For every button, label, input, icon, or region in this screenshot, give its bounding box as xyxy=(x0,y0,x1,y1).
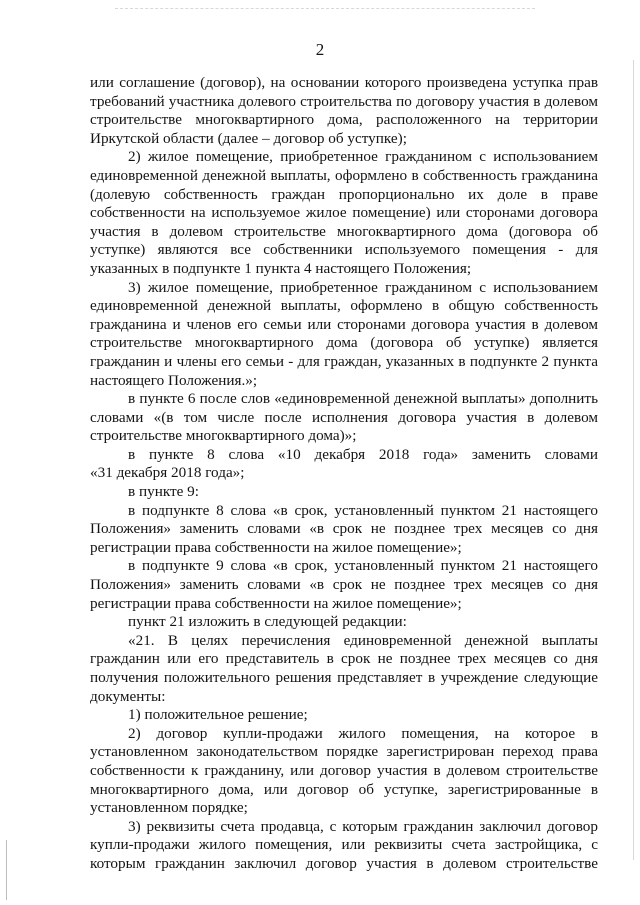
text-line: установленном порядке; xyxy=(90,799,248,817)
text-line: строительстве многоквартирного дома (договора об уступке) является xyxy=(90,334,598,352)
text-line: получения положительного решения представляет в учреждение следующие xyxy=(90,669,598,686)
text-line: строительстве многоквартирного дома, расположенного на территории xyxy=(90,111,598,129)
text-line: многоквартирного дома, или договор об уступке, зарегистрированные в xyxy=(90,780,598,798)
text-line: «31 декабря 2018 года»; xyxy=(90,464,245,482)
text-line: в пункте 9: xyxy=(128,483,199,501)
text-line: участия в долевом строительстве многоквартирного дома (договора об xyxy=(90,222,598,240)
document-body xyxy=(90,74,598,874)
scan-artifact-top xyxy=(115,8,535,11)
text-line: регистрации права собственности на жилое помещение»; xyxy=(90,594,462,612)
text-line: гражданин и члены его семьи - для граждан, указанных в подпункте 2 пункта xyxy=(90,352,598,370)
text-line: в пункте 8 слова «10 декабря 2018 года» заменить словами xyxy=(128,445,598,463)
scan-edge-right xyxy=(633,60,634,860)
text-line: 3) реквизиты счета продавца, с которым гражданин заключил договор xyxy=(128,817,598,835)
text-line: или соглашение (договор), на основании которого произведена уступка прав xyxy=(90,74,598,91)
text-line: строительстве многоквартирного дома)»; xyxy=(90,427,357,445)
text-line: гражданина и членов его семьи или сторонами договора участия в долевом xyxy=(90,315,598,333)
text-line: Иркутской области (далее – договор об уступке); xyxy=(90,129,407,147)
text-line: 2) договор купли-продажи жилого помещения, на которое в xyxy=(128,724,598,742)
text-line: 2) жилое помещение, приобретенное гражданином с использованием xyxy=(128,148,598,166)
text-line: документы: xyxy=(90,687,166,705)
text-line: купли-продажи жилого помещения, или реквизиты счета застройщика, с xyxy=(90,836,598,854)
page-number: 2 xyxy=(315,40,325,59)
text-line: требований участника долевого строительства по договору участия в долевом xyxy=(90,92,598,110)
text-line: единовременной денежной выплаты, оформлено в общую собственность xyxy=(90,297,598,315)
text-line: гражданин или его представитель в срок не позднее трех месяцев со дня xyxy=(90,650,598,668)
text-line: в подпункте 8 слова «в срок, установленный пунктом 21 настоящего xyxy=(128,501,598,519)
text-line: настоящего Положения.»; xyxy=(90,371,258,389)
text-line: собственности к гражданину, или договор участия в долевом строительстве xyxy=(90,761,598,779)
text-line: 1) положительное решение; xyxy=(128,706,308,724)
text-line: 3) жилое помещение, приобретенное гражданином с использованием xyxy=(128,278,598,296)
text-line: Положения» заменить словами «в срок не позднее трех месяцев со дня xyxy=(90,520,598,538)
text-line: которым гражданин заключил договор участия в долевом строительстве xyxy=(90,854,598,872)
text-line: установленном законодательством порядке зарегистрирован переход права xyxy=(90,743,598,761)
text-line: регистрации права собственности на жилое помещение»; xyxy=(90,538,462,556)
text-line: «21. В целях перечисления единовременной денежной выплаты xyxy=(128,631,598,649)
scan-edge-left xyxy=(6,840,7,900)
text-line: (долевую собственность граждан пропорционально их доле в праве xyxy=(90,185,598,203)
text-line: в подпункте 9 слова «в срок, установленный пунктом 21 настоящего xyxy=(128,557,598,575)
text-line: Положения» заменить словами «в срок не позднее трех месяцев со дня xyxy=(90,576,598,594)
text-line: словами «(в том числе после исполнения договора участия в долевом xyxy=(90,408,598,426)
text-line: пункт 21 изложить в следующей редакции: xyxy=(128,613,407,631)
text-line: единовременной денежной выплаты, оформлено в собственность гражданина xyxy=(90,166,598,184)
text-line: указанных в подпункте 1 пункта 4 настоящего Положения; xyxy=(90,259,472,277)
text-line: собственности на используемое жилое помещение) или сторонами договора xyxy=(90,204,598,222)
text-line: уступке) являются все собственники используемого помещения - для xyxy=(90,241,598,259)
text-line: в пункте 6 после слов «единовременной денежной выплаты» дополнить xyxy=(128,390,598,408)
